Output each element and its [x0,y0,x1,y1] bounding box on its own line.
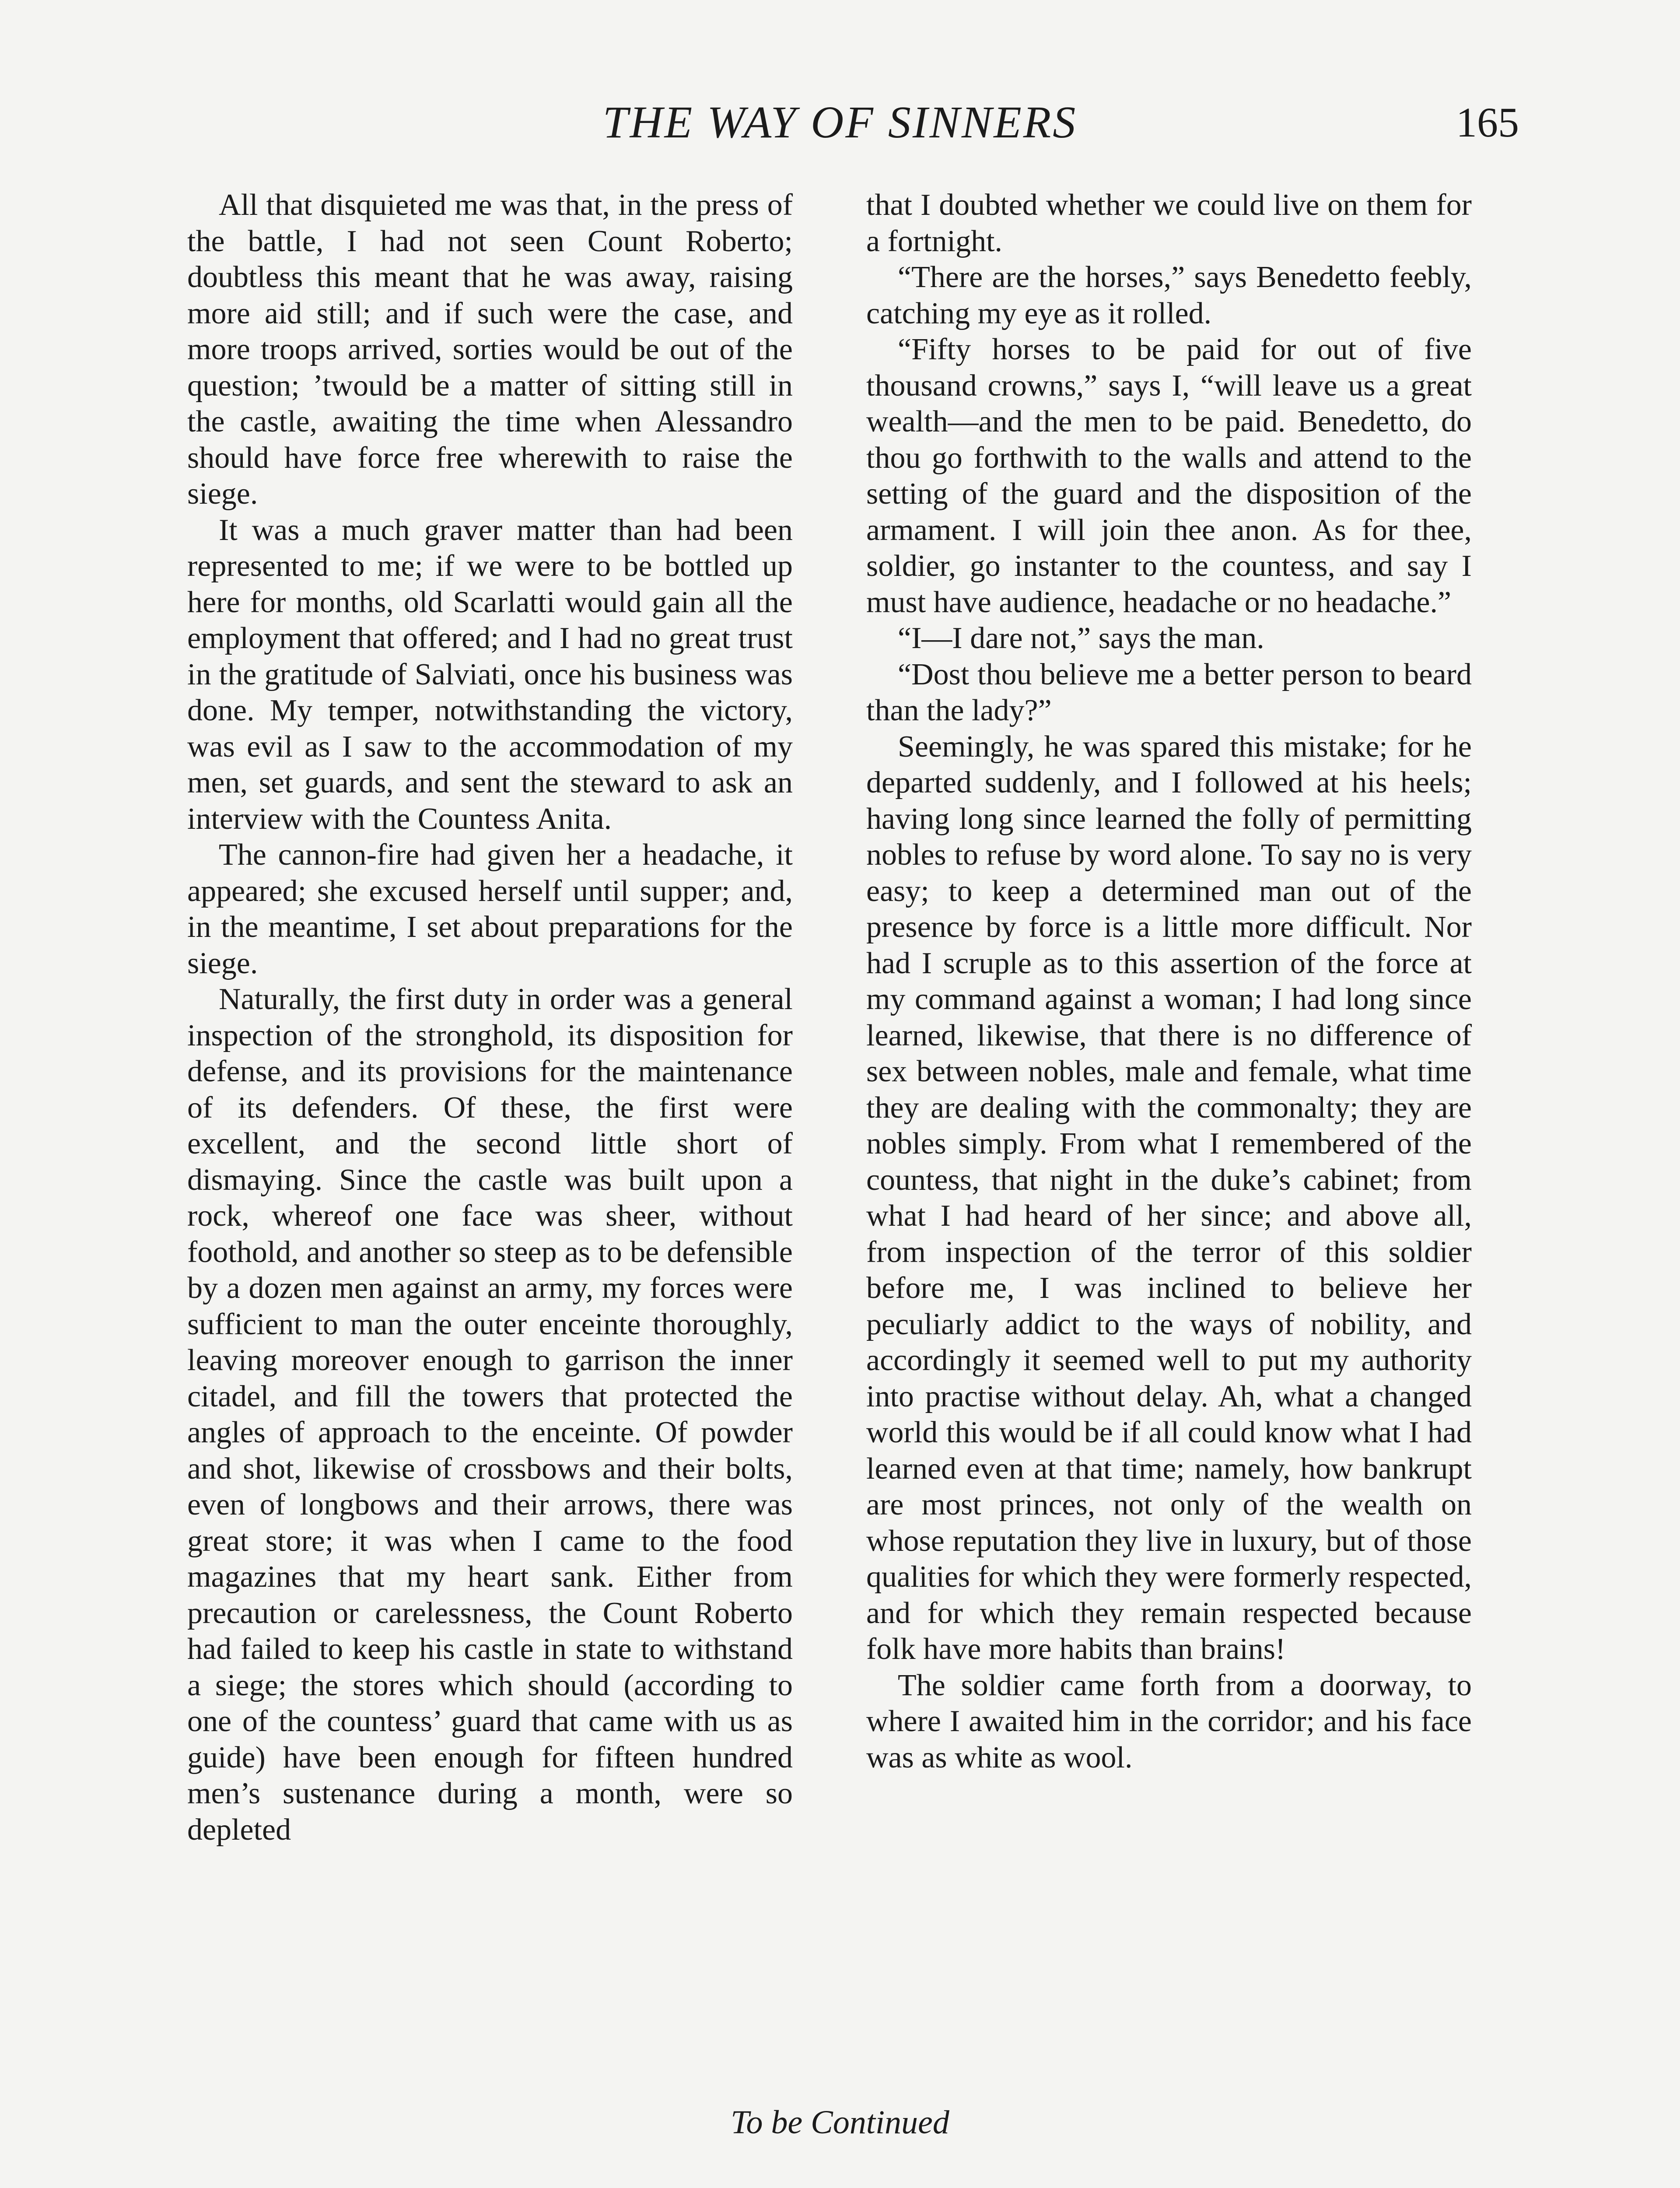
paragraph: The cannon-fire had given her a headache, it appeared; she excused herself until supper; and, in the meantime, I set about preparations for the siege. [187,838,793,980]
continued-paragraph: that I doubted whether we could live on them for a fortnight. [866,188,1472,258]
paragraph: “Fifty horses to be paid for out of five thousand crowns,” says I, “will leave us a great wealth—and the men to be paid. Benedetto, do thou go forthwith to the walls and attend to the setting of the guard and the disposition of the armament. I will join thee anon. As for thee, soldier, go instanter to the countess, and say I must have audience, headache or no headache.” [866,333,1472,619]
to-be-continued: To be Continued [731,2104,949,2141]
page-header [0,92,1680,153]
paragraph: Naturally, the first duty in order was a general inspection of the stronghold, its disposition for defense, and its provisions for the maintenance of its defenders. Of these, the first were excellent, and the second little short of dismaying. Since the castle was built upon a rock, whereof one face was sheer, without foothold, and another so steep as to be defensible by a dozen men against an army, my forces were sufficient to man the outer enceinte thoroughly, leaving moreover enough to garrison the inner citadel, and fill the towers that protected the angles of approach to the enceinte. Of powder and shot, likewise of crossbows and their bolts, even of longbows and their arrows, there was great store; it was when I came to the food magazines that my heart sank. Either from precaution or carelessness, the Count Roberto had failed to keep his castle in state to withstand a siege; the stores which should (according to one of the countess’ guard that came with us as guide) have been enough for fifteen hundred men’s sustenance during a month, were so depleted [187,982,793,1847]
running-title: THE WAY OF SINNERS [602,97,1078,147]
paragraph: It was a much graver matter than had been represented to me; if we were to be bottled up here for months, old Scarlatti would gain all the employment that offered; and I had no great trust in the gratitude of Salviati, once his business was done. My temper, notwithstanding the victory, was evil as I saw to the accommodation of my men, set guards, and sent the steward to ask an interview with the Countess Anita. [187,513,793,836]
left-column [187,187,793,1848]
page-number: 165 [1456,99,1519,146]
paragraph: All that disquieted me was that, in the press of the battle, I had not seen Count Roberto; doubtless this meant that he was away, raising more aid still; and if such were the case, and more troops arrived, sorties would be out of the question; ’twould be a matter of sitting still in the castle, awaiting the time when Alessandro should have force free wherewith to raise the siege. [187,188,793,511]
right-column [866,187,1472,1776]
paragraph: “I—I dare not,” says the man. [898,621,1264,655]
paragraph: Seemingly, he was spared this mistake; for he departed suddenly, and I followed at his heels; having long since learned the folly of permitting nobles to refuse by word alone. To say no is very easy; to keep a determined man out of the presence by force is a little more difficult. Nor had I scruple as to this assertion of the force at my command against a woman; I had long since learned, likewise, that there is no difference of sex between nobles, male and female, what time they are dealing with the commonalty; they are nobles simply. From what I remembered of the countess, that night in the duke’s cabinet; from what I had heard of her since; and above all, from inspection of the terror of this soldier before me, I was inclined to believe her peculiarly addict to the ways of nobility, and accordingly it seemed well to put my authority into practise without delay. Ah, what a changed world this would be if all could know what I had learned even at that time; namely, how bankrupt are most princes, not only of the wealth on whose reputation they live in luxury, but of those qualities for which they were formerly respected, and for which they remain respected because folk have more habits than brains! [866,729,1472,1666]
paragraph: “There are the horses,” says Benedetto feebly, catching my eye as it rolled. [866,260,1472,330]
paragraph: “Dost thou believe me a better person to beard than the lady?” [866,657,1472,727]
paragraph: The soldier came forth from a doorway, to where I awaited him in the corridor; and his face was as white as wool. [866,1668,1472,1774]
